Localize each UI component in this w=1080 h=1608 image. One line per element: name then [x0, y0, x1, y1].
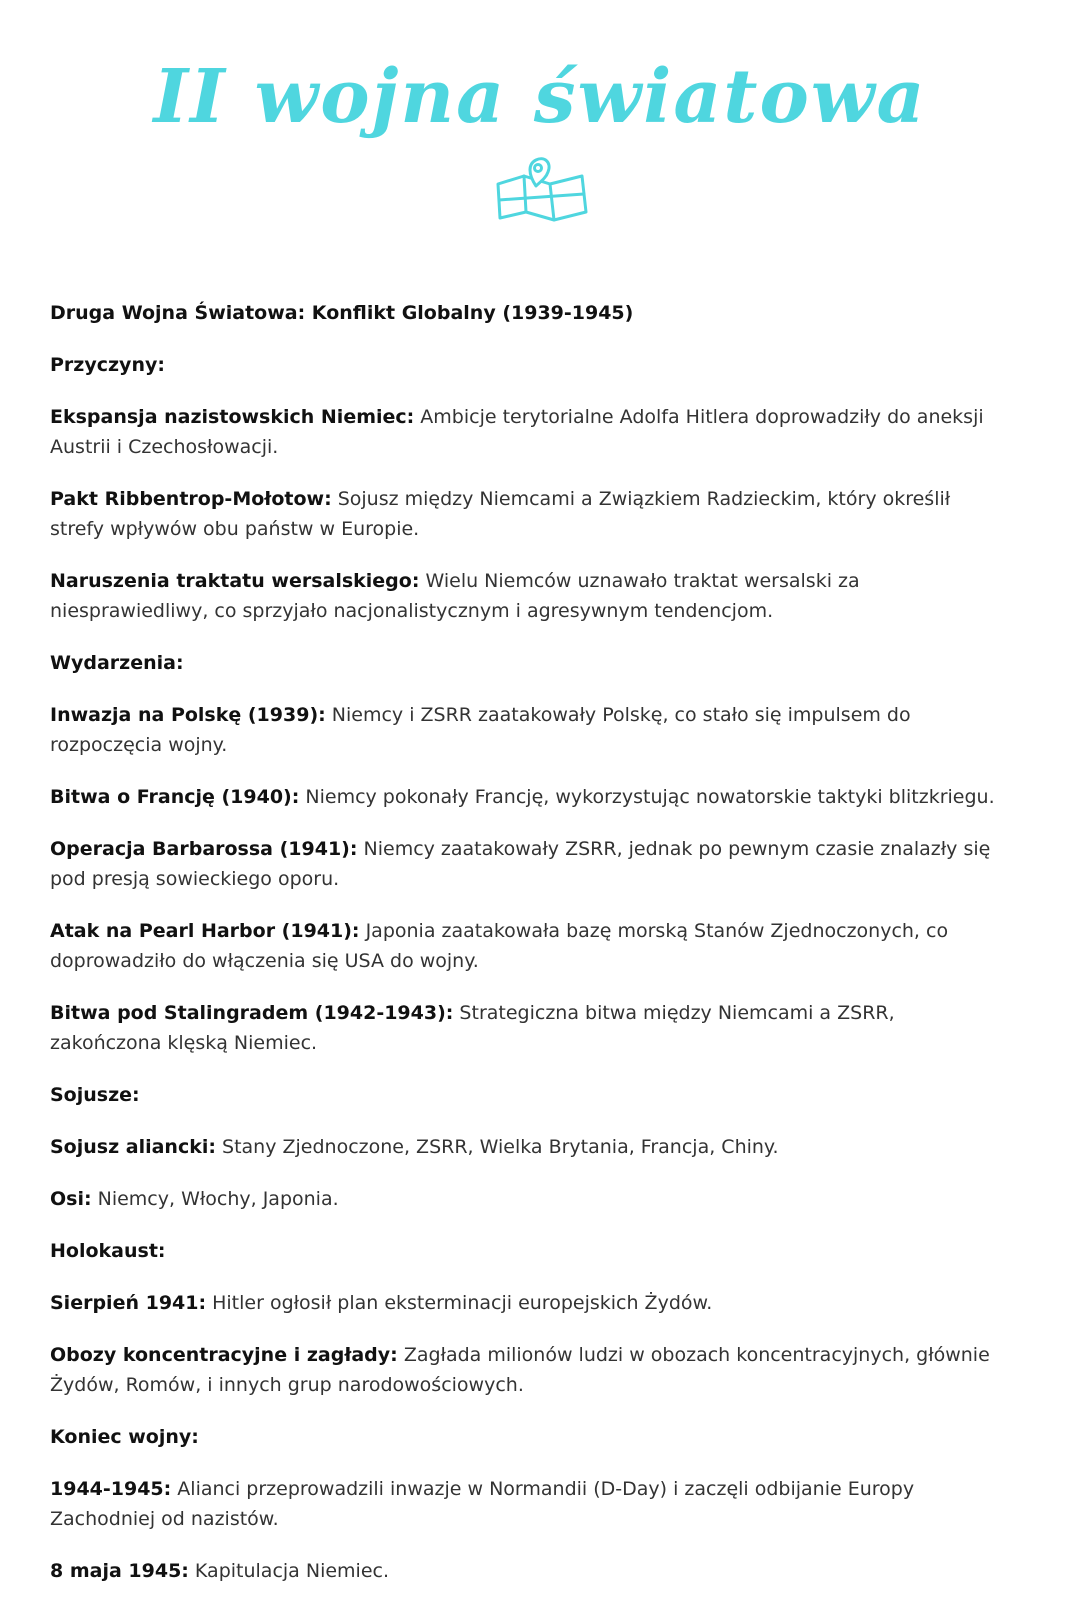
list-item	[50, 1288, 1010, 1318]
item-text: Niemcy, Włochy, Japonia.	[91, 1188, 339, 1210]
item-label: 1944-1945:	[50, 1478, 172, 1500]
list-item	[50, 998, 1010, 1058]
list-item	[50, 782, 1010, 812]
item-text: Niemcy i ZSRR zaatakowały Polskę, co stało się impulsem do rozpoczęcia wojny.	[50, 704, 911, 756]
list-item	[50, 1340, 1010, 1400]
item-text: Stany Zjednoczone, ZSRR, Wielka Brytania, Francja, Chiny.	[215, 1136, 779, 1158]
item-label: Operacja Barbarossa (1941):	[50, 838, 358, 860]
item-label: 8 maja 1945:	[50, 1560, 189, 1582]
list-item	[50, 834, 1010, 894]
page-title: II wojna światowa	[153, 54, 927, 140]
item-label: Bitwa o Francję (1940):	[50, 786, 300, 808]
item-text: Wielu Niemców uznawało traktat wersalski za niesprawiedliwy, co sprzyjało nacjonalistycznym i agresywnym tendencjom.	[50, 570, 860, 622]
item-label: Ekspansja nazistowskich Niemiec:	[50, 406, 415, 428]
list-item	[50, 1556, 1010, 1586]
item-label: Obozy koncentracyjne i zagłady:	[50, 1344, 398, 1366]
item-label: Bitwa pod Stalingradem (1942-1943):	[50, 1002, 454, 1024]
item-label: Sojusz aliancki:	[50, 1136, 216, 1158]
item-label: Sierpień 1941:	[50, 1292, 207, 1314]
section-heading-events: Wydarzenia:	[50, 652, 184, 674]
list-item	[50, 1132, 1010, 1162]
item-text: Kapitulacja Niemiec.	[188, 1560, 390, 1582]
section-heading-alliances: Sojusze:	[50, 1084, 140, 1106]
map-pin-icon	[490, 154, 590, 224]
item-text: Sojusz między Niemcami a Związkiem Radzieckim, który określił strefy wpływów obu państw w Europie.	[50, 488, 951, 540]
item-text: Hitler ogłosił plan eksterminacji europejskich Żydów.	[206, 1292, 713, 1314]
item-label: Pakt Ribbentrop-Mołotow:	[50, 488, 332, 510]
main-heading: Druga Wojna Światowa: Konflikt Globalny (1939-1945)	[50, 302, 634, 324]
item-label: Naruszenia traktatu wersalskiego:	[50, 570, 420, 592]
item-text: Niemcy zaatakowały ZSRR, jednak po pewnym czasie znalazły się pod presją sowieckiego oporu.	[50, 838, 991, 890]
item-text: Strategiczna bitwa między Niemcami a ZSRR, zakończona klęską Niemiec.	[50, 1002, 895, 1054]
item-text: Ambicje terytorialne Adolfa Hitlera doprowadziły do aneksji Austrii i Czechosłowacji.	[50, 406, 984, 458]
item-label: Osi:	[50, 1188, 92, 1210]
section-heading-causes: Przyczyny:	[50, 354, 165, 376]
item-text: Niemcy pokonały Francję, wykorzystując nowatorskie taktyki blitzkriegu.	[299, 786, 995, 808]
list-item	[50, 1474, 1010, 1534]
document-body	[50, 298, 1010, 1608]
list-item	[50, 402, 1010, 462]
list-item	[50, 916, 1010, 976]
list-item	[50, 700, 1010, 760]
list-item	[50, 484, 1010, 544]
item-label: Inwazja na Polskę (1939):	[50, 704, 326, 726]
item-text: Alianci przeprowadzili inwazje w Normandii (D-Day) i zaczęli odbijanie Europy Zachodniej od nazistów.	[50, 1478, 915, 1530]
list-item	[50, 566, 1010, 626]
item-text: Japonia zaatakowała bazę morską Stanów Zjednoczonych, co doprowadziło do włączenia się USA do wojny.	[50, 920, 949, 972]
section-heading-holocaust: Holokaust:	[50, 1240, 166, 1262]
section-heading-end: Koniec wojny:	[50, 1426, 199, 1448]
list-item	[50, 1184, 1010, 1214]
item-label: Atak na Pearl Harbor (1941):	[50, 920, 360, 942]
item-text: Zagłada milionów ludzi w obozach koncentracyjnych, głównie Żydów, Romów, i innych grup narodowościowych.	[50, 1344, 990, 1396]
